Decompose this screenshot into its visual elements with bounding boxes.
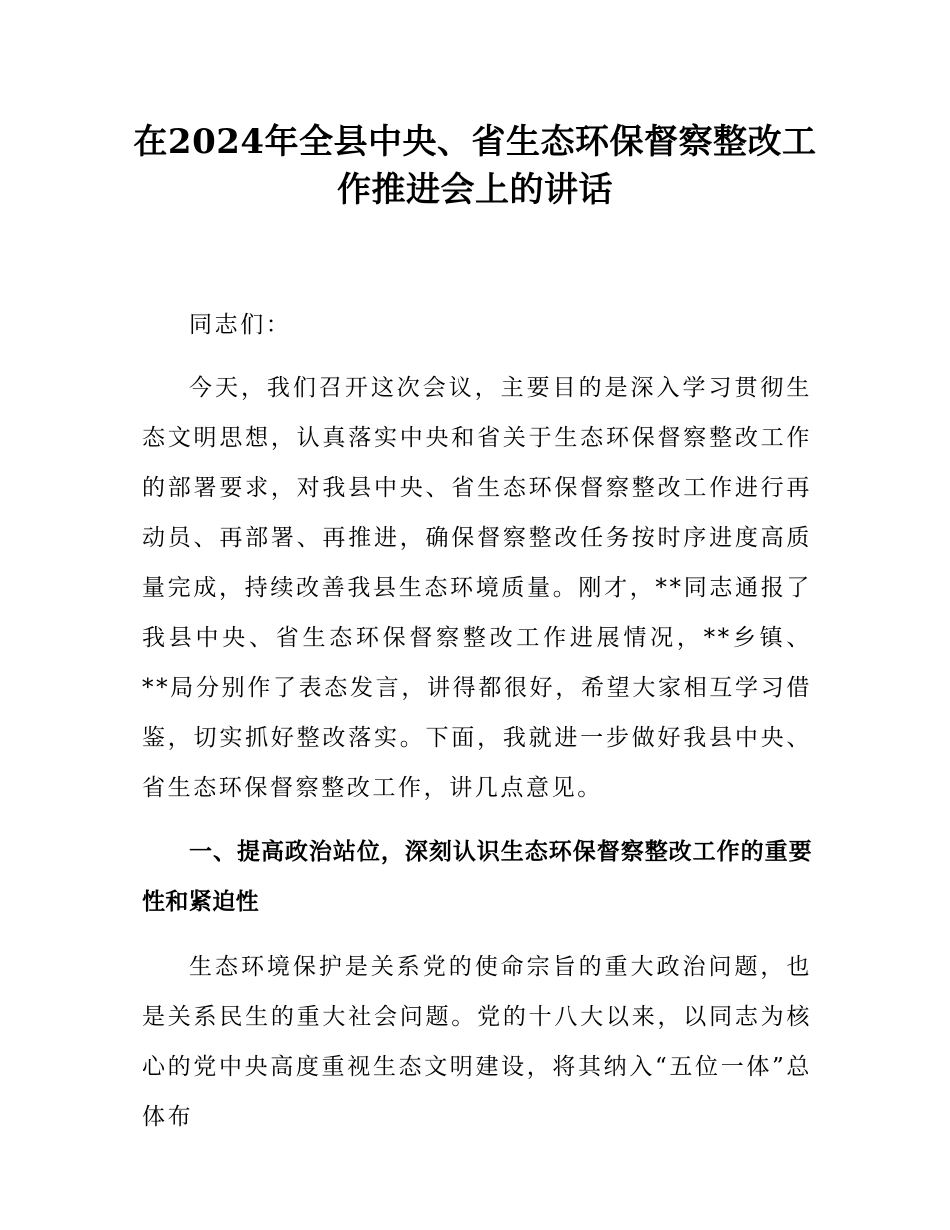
paragraph-intro: 今天，我们召开这次会议，主要目的是深入学习贯彻生态文明思想，认真落实中央和省关于生态环保督察整改工作的部署要求，对我县中央、省生态环保督察整改工作进行再动员、再部署、再推进，确保督察整改任务按时序进度高质量完成，持续改善我县生态环境质量。刚才，**同志通报了我县中央、省生态环保督察整改工作进展情况，**乡镇、**局分别作了表态发言，讲得都很好，希望大家相互学习借鉴，切实抓好整改落实。下面，我就进一步做好我县中央、省生态环保督察整改工作，讲几点意见。 [142, 375, 812, 801]
paragraph-section-1: 生态环境保护是关系党的使命宗旨的重大政治问题，也是关系民生的重大社会问题。党的十八大以来，以同志为核心的党中央高度重视生态文明建设，将其纳入“五位一体”总体布 [142, 954, 812, 1130]
title-line-1: 在2024年全县中央、省生态环保督察整改工 [133, 122, 817, 162]
section-heading-1: 一、提高政治站位，深刻认识生态环保督察整改工作的重要性和紧迫性 [142, 839, 812, 915]
title-line-2: 作推进会上的讲话 [337, 170, 613, 210]
greeting: 同志们： [189, 312, 292, 338]
document-title [120, 118, 830, 214]
